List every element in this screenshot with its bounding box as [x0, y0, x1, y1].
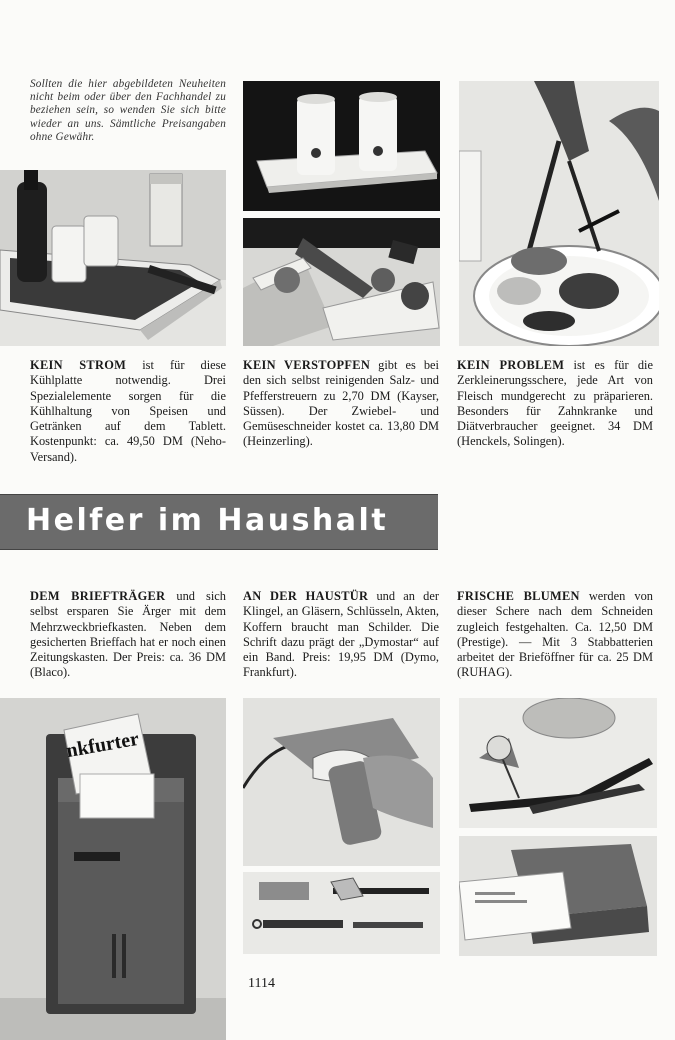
caption-meat-shears — [457, 358, 653, 450]
caption-text: gibt es bei den sich selbst reinigenden Salz- und Pfefferstreuern zu 2,70 DM (Kayser, Süssen). Der Zwiebel- und Gemüseschneider kostet ca. 13,80 DM (Heinzerling). — [243, 358, 439, 449]
caption-text: und sich selbst ersparen Sie Ärger mit dem Mehrzweckbriefkasten. Neben dem gesicherten Brieffach hat er noch einen Zeitungskasten. Der Preis: ca. 36 DM (Blaco). — [30, 589, 226, 680]
caption-lead: AN DER HAUSTÜR — [243, 589, 369, 603]
photo-flower-shears — [459, 698, 657, 828]
caption-text: und an der Klingel, an Gläsern, Schlüsseln, Akten, Koffern braucht man Schilder. Die Schrift dazu prägt der „Dymostar“ auf ein Band. Preis: 19,95 DM (Dymo, Frankfurt). — [243, 589, 439, 680]
caption-text: ist für diese Kühlplatte notwendig. Drei Spezialelemente sorgen für die Kühlhaltung von Speisen und Getränken auf dem Tablett. Kostenpunkt: ca. 49,50 DM (Neho-Versand). — [30, 358, 226, 464]
photo-salt-pepper-shakers — [243, 81, 440, 211]
caption-text: ist es für die Zerkleinerungsschere, jede Art von Fleisch mundgerecht zu präparieren. Besonders für Zahnkranke und Diätverbraucher geeignet. 34 DM (Henckels, Solingen). — [457, 358, 653, 449]
page-number: 1114 — [248, 976, 275, 991]
photo-mailbox — [0, 698, 226, 1040]
caption-label-maker — [243, 589, 439, 681]
photo-label-maker — [243, 698, 440, 866]
newspaper-masthead: nkfurter — [64, 727, 141, 763]
caption-lead: KEIN PROBLEM — [457, 358, 565, 372]
caption-lead: DEM BRIEFTRÄGER — [30, 589, 166, 603]
caption-shakers-slicer — [243, 358, 439, 450]
photo-meat-shears — [459, 81, 659, 346]
caption-text: werden von dieser Schere nach dem Schneiden zugleich festgehalten. Ca. 12,50 DM (Prestige). — Mit 3 Stabbatterien arbeitet der Brieföffner für ca. 25 DM (RUHAG). — [457, 589, 654, 680]
caption-mailbox — [30, 589, 226, 681]
caption-lead: KEIN STROM — [30, 358, 127, 372]
photo-label-samples — [243, 872, 440, 954]
caption-lead: FRISCHE BLUMEN — [457, 589, 580, 603]
caption-cooling-tray — [30, 358, 226, 465]
photo-cooling-tray — [0, 170, 226, 346]
caption-flower-shears — [457, 589, 653, 681]
section-banner — [0, 494, 438, 550]
photo-vegetable-slicer — [243, 218, 440, 346]
caption-lead: KEIN VERSTOPFEN — [243, 358, 371, 372]
photo-letter-opener — [459, 836, 657, 956]
section-title: Helfer im Haushalt — [26, 503, 389, 538]
intro-note: Sollten die hier abgebildeten Neuheiten nicht beim oder über den Fachhandel zu beziehen sein, so wenden Sie sich bitte wieder an uns. Sämtliche Preisangaben ohne Gewähr. — [30, 78, 226, 143]
